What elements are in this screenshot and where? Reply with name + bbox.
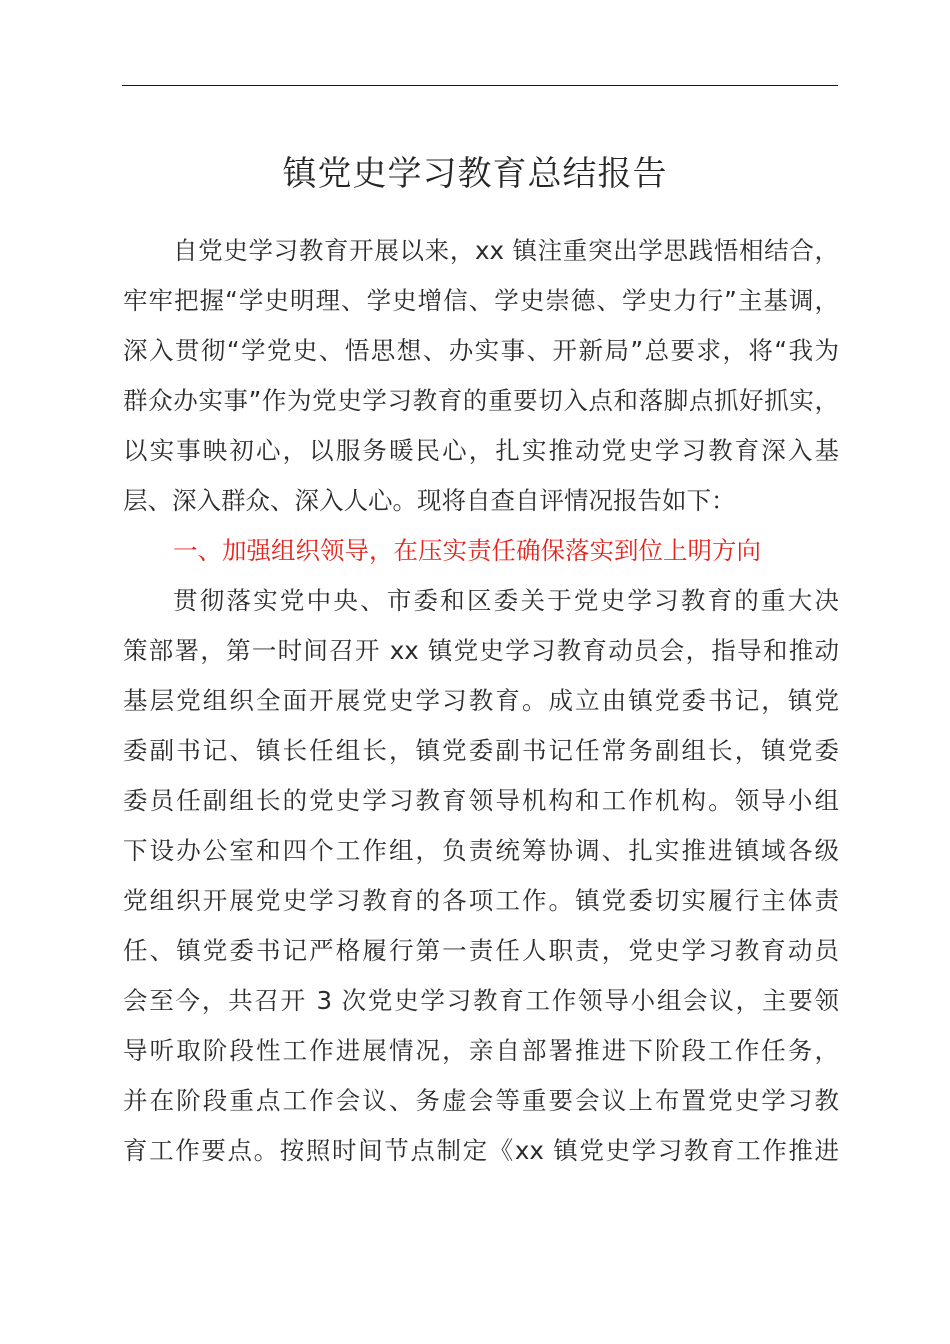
section-heading: 一、加强组织领导，在压实责任确保落实到位上明方向 xyxy=(173,536,761,565)
paragraph-line: 并在阶段重点工作会议、务虚会等重要会议上布置党史学习教 xyxy=(123,1086,839,1115)
paragraph-line: 党组织开展党史学习教育的各项工作。镇党委切实履行主体责 xyxy=(123,886,839,915)
paragraph-line: 深入贯彻“学党史、悟思想、办实事、开新局”总要求，将“我为 xyxy=(123,336,839,365)
paragraph-line: 育工作要点。按照时间节点制定《xx 镇党史学习教育工作推进 xyxy=(123,1136,839,1165)
paragraph-line: 基层党组织全面开展党史学习教育。成立由镇党委书记，镇党 xyxy=(123,686,839,715)
document-body xyxy=(123,226,839,1176)
paragraph-line: 委副书记、镇长任组长，镇党委副书记任常务副组长，镇党委 xyxy=(123,736,839,765)
paragraph-line: 自党史学习教育开展以来，xx 镇注重突出学思践悟相结合， xyxy=(173,236,839,265)
paragraph-line: 下设办公室和四个工作组，负责统筹协调、扎实推进镇域各级 xyxy=(123,836,839,865)
paragraph-line: 策部署，第一时间召开 xx 镇党史学习教育动员会，指导和推动 xyxy=(123,636,839,665)
paragraph-line: 委员任副组长的党史学习教育领导机构和工作机构。领导小组 xyxy=(123,786,839,815)
paragraph-line: 会至今，共召开 3 次党史学习教育工作领导小组会议，主要领 xyxy=(123,986,839,1015)
paragraph-line: 贯彻落实党中央、市委和区委关于党史学习教育的重大决 xyxy=(173,586,839,615)
paragraph-line: 层、深入群众、深入人心。现将自查自评情况报告如下： xyxy=(123,486,736,515)
paragraph-line: 以实事映初心，以服务暖民心，扎实推动党史学习教育深入基 xyxy=(123,436,839,465)
paragraph-line: 群众办实事”作为党史学习教育的重要切入点和落脚点抓好抓实， xyxy=(123,386,839,415)
header-rule xyxy=(122,85,838,86)
paragraph-line: 任、镇党委书记严格履行第一责任人职责，党史学习教育动员 xyxy=(123,936,839,965)
document-title: 镇党史学习教育总结报告 xyxy=(282,154,668,194)
paragraph-line: 导听取阶段性工作进展情况，亲自部署推进下阶段工作任务， xyxy=(123,1036,839,1065)
paragraph-line: 牢牢把握“学史明理、学史增信、学史崇德、学史力行”主基调， xyxy=(123,286,839,315)
